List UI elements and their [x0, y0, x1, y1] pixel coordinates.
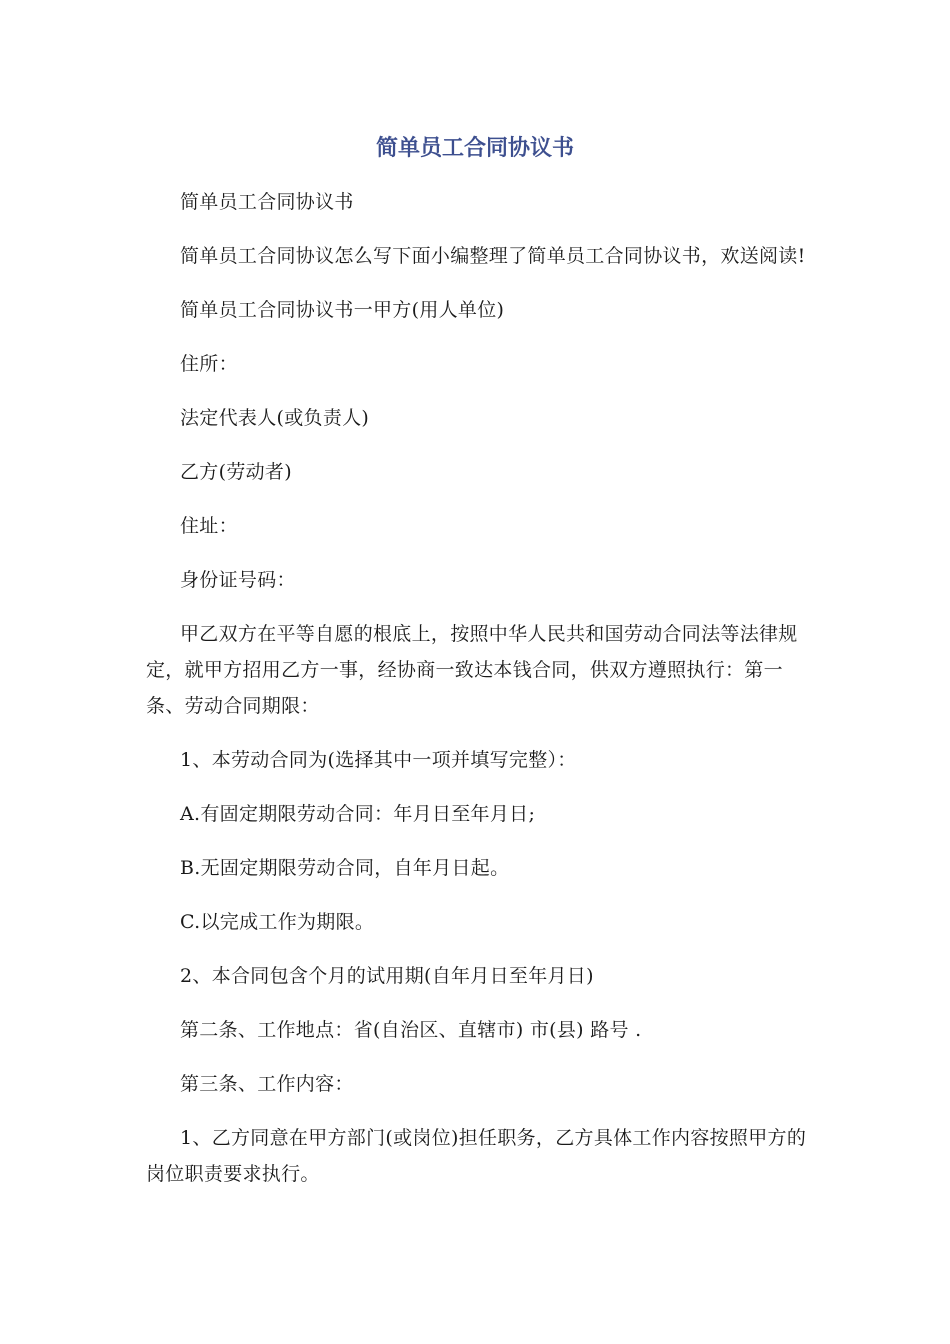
document-title: 简单员工合同协议书: [375, 136, 574, 161]
paragraph-party-b: 乙方(劳动者): [180, 461, 292, 483]
paragraph-term-type: 1、本劳动合同为(选择其中一项并填写完整）：: [180, 749, 577, 771]
paragraph-probation: 2、本合同包含个月的试用期(自年月日至年月日): [180, 965, 594, 987]
paragraph-id-number: 身份证号码：: [180, 569, 296, 591]
paragraph-intro-title: 简单员工合同协议书: [180, 191, 354, 213]
paragraph-option-c: C.以完成工作为期限。: [180, 911, 375, 933]
paragraph-party-a: 简单员工合同协议书一甲方(用人单位): [180, 299, 505, 321]
paragraph-position: 1、乙方同意在甲方部门(或岗位)担任职务，乙方具体工作内容按照甲方的岗位职责要求执行。: [146, 1127, 807, 1185]
paragraph-preamble: 甲乙双方在平等自愿的根底上，按照中华人民共和国劳动合同法等法律规定，就甲方招用乙方一事，经协商一致达本钱合同，供双方遵照执行：第一条、劳动合同期限：: [146, 623, 798, 717]
document-body: [146, 184, 810, 1210]
paragraph-intro: 简单员工合同协议怎么写下面小编整理了简单员工合同协议书，欢送阅读!: [180, 245, 806, 267]
paragraph-option-a: A.有固定期限劳动合同：年月日至年月日;: [180, 803, 536, 825]
paragraph-work-content: 第三条、工作内容：: [180, 1073, 354, 1095]
paragraph-legal-rep: 法定代表人(或负责人): [180, 407, 370, 429]
paragraph-work-location: 第二条、工作地点：省(自治区、直辖市) 市(县) 路号 .: [180, 1019, 642, 1041]
paragraph-option-b: B.无固定期限劳动合同，自年月日起。: [180, 857, 510, 879]
paragraph-residence: 住所：: [180, 353, 238, 375]
paragraph-address: 住址：: [180, 515, 238, 537]
